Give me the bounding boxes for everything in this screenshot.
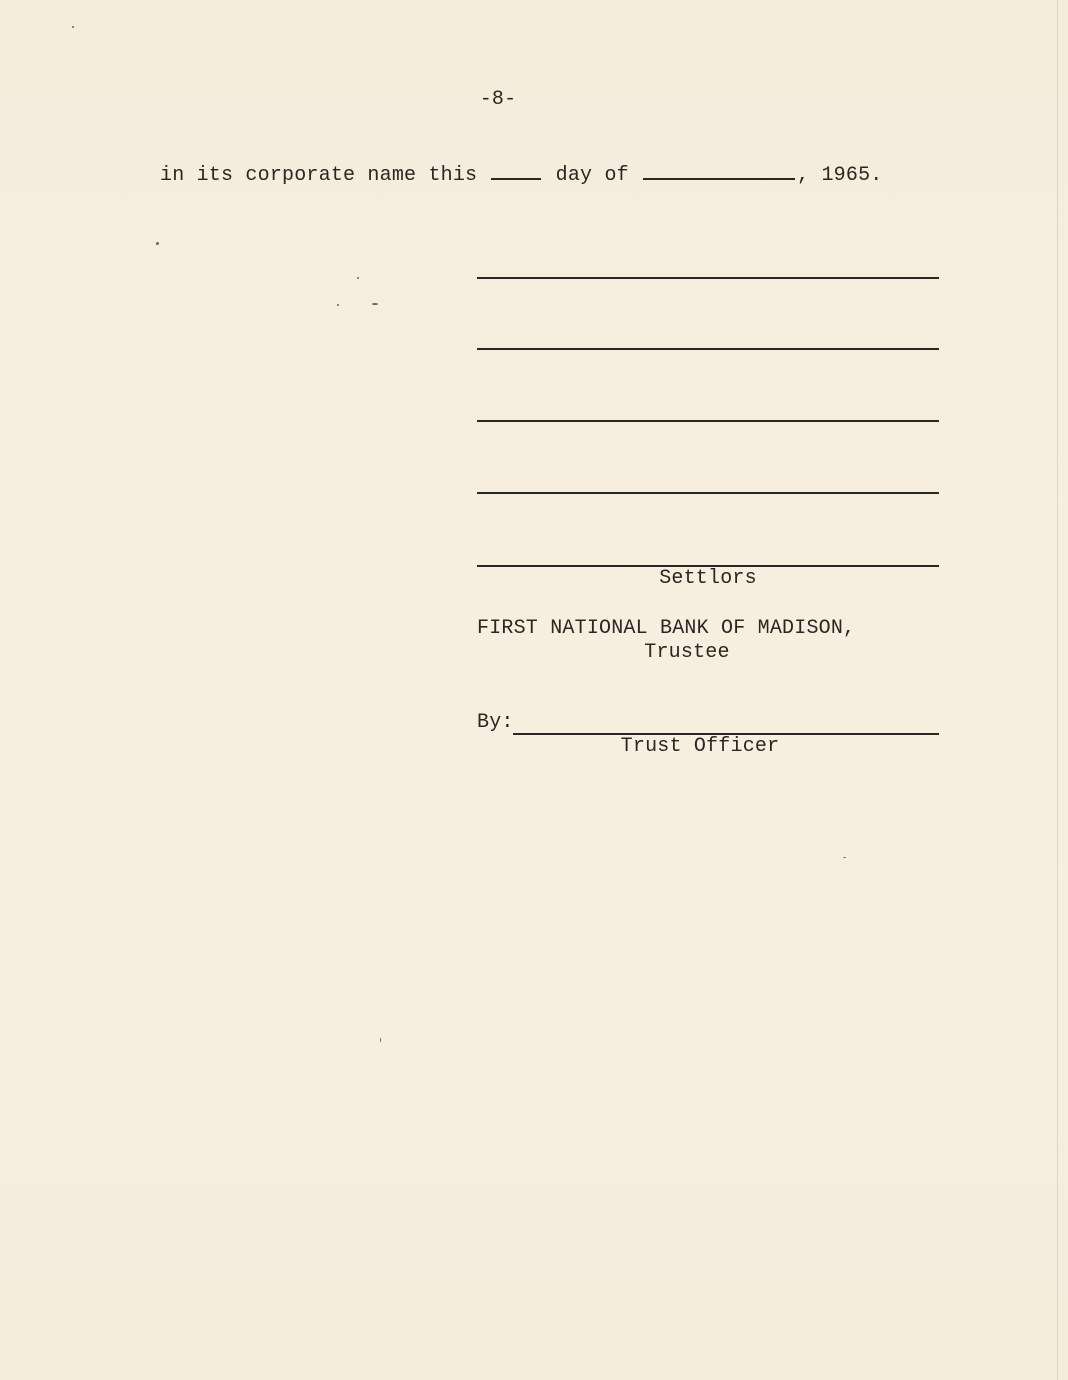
- settlors-label: Settlors: [659, 567, 757, 590]
- clause-text-middle: day of: [543, 164, 642, 187]
- trustee-name: FIRST NATIONAL BANK OF MADISON,: [477, 617, 856, 640]
- paper-speck: [357, 277, 359, 279]
- settlor-signature-line: [477, 492, 939, 494]
- paper-speck: [843, 857, 846, 858]
- clause-text-start: in its corporate name this: [160, 164, 490, 187]
- month-blank: [643, 160, 795, 180]
- settlor-signature-line: [477, 277, 939, 279]
- settlor-signature-line: [477, 420, 939, 422]
- by-label: By:: [477, 711, 514, 734]
- paper-speck: [72, 26, 74, 28]
- paper-speck: [372, 303, 378, 305]
- paper-speck: [337, 304, 339, 306]
- trust-officer-label: Trust Officer: [620, 735, 780, 758]
- day-blank: [491, 160, 541, 180]
- paper-speck: [156, 242, 159, 245]
- clause-text-end: , 1965.: [797, 164, 883, 187]
- execution-clause: [160, 160, 883, 188]
- page-number: -8-: [479, 88, 517, 111]
- paper-speck: [380, 1038, 381, 1042]
- page-edge: [1057, 0, 1058, 1380]
- settlor-signature-line: [477, 348, 939, 350]
- trustee-label: Trustee: [644, 641, 730, 664]
